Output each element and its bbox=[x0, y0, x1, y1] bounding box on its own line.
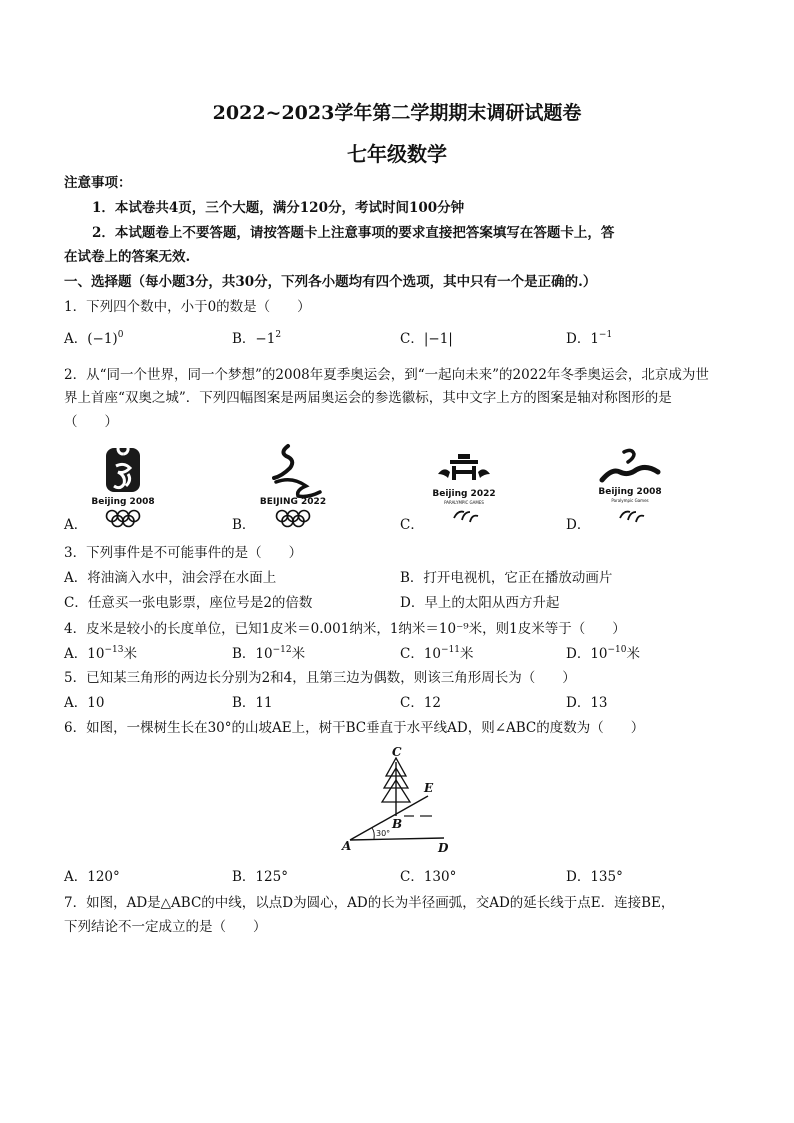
angle-arc bbox=[372, 828, 374, 839]
question-2-option-b: B． bbox=[232, 517, 256, 533]
question-3-option-b: B．打开电视机，它正在播放动画片 bbox=[400, 570, 613, 586]
question-3-option-a: A．将油滴入水中，油会浮在水面上 bbox=[64, 570, 277, 586]
point-b-label: B bbox=[392, 817, 403, 831]
question-1-option-a: A．$(-1)^0$ bbox=[64, 330, 124, 347]
question-1-option-d: D．$1^{-1}$ bbox=[566, 330, 613, 347]
logo-beijing-2008-olympics bbox=[90, 444, 156, 530]
question-1-option-c: C．|−1| bbox=[400, 331, 453, 347]
question-5-option-a: A．10 bbox=[64, 695, 105, 711]
fei-character-glyph bbox=[438, 454, 490, 480]
question-3-stem: 3．下列事件是不可能事件的是（ ） bbox=[64, 545, 303, 561]
question-1-stem: 1．下列四个数中，小于0的数是（ ） bbox=[64, 299, 311, 315]
notes-item-1: 1．本试卷共4页，三个大题，满分120分，考试时间100分钟 bbox=[92, 200, 465, 216]
question-4-option-b: B．$10^{-12}$米 bbox=[232, 645, 306, 662]
agitos-icon bbox=[620, 512, 644, 522]
figure-head-glyph bbox=[624, 450, 634, 462]
angle-label: 30° bbox=[376, 829, 391, 838]
question-5-option-b: B．11 bbox=[232, 695, 273, 711]
point-c-label: C bbox=[392, 745, 402, 759]
logo-c-text: Beijing 2022 bbox=[432, 489, 496, 499]
olympic-rings-icon bbox=[107, 511, 140, 527]
horizontal-line-ad bbox=[350, 838, 444, 840]
logo-a-text: Beijing 2008 bbox=[91, 497, 155, 507]
question-6-option-a: A．120° bbox=[64, 869, 120, 885]
logo-beijing-2022-paralympics bbox=[428, 452, 500, 528]
olympic-rings-icon bbox=[277, 511, 310, 527]
question-4-stem: 4．皮米是较小的长度单位，已知1皮米＝0.001纳米，1纳米＝10⁻⁹米，则1皮米等于（ ） bbox=[64, 621, 626, 637]
question-1-option-b: B．$-1^2$ bbox=[232, 330, 282, 347]
question-2-option-c: C． bbox=[400, 517, 424, 533]
question-4-option-c: C．$10^{-11}$米 bbox=[400, 645, 474, 662]
question-7-stem-line-1: 7．如图，AD是△ABC的中线，以点D为圆心，AD的长为半径画弧，交AD的延长线于点E．连接BE， bbox=[64, 895, 675, 911]
question-3-option-c: C．任意买一张电影票，座位号是2的倍数 bbox=[64, 595, 313, 611]
notes-item-2-line-2: 在试卷上的答案无效. bbox=[64, 249, 191, 265]
notes-heading: 注意事项： bbox=[64, 175, 132, 191]
question-2-option-a: A． bbox=[64, 517, 88, 533]
point-a-label: A bbox=[342, 839, 352, 853]
figure-body-glyph bbox=[602, 467, 658, 480]
question-6-option-b: B．125° bbox=[232, 869, 288, 885]
question-2-stem-line-3: （ ） bbox=[64, 414, 118, 430]
question-2-stem-line-1: 2．从“同一个世界，同一个梦想”的2008年夏季奥运会，到“一起向未来”的2022年冬季奥运会，北京成为世 bbox=[64, 367, 709, 383]
logo-b-text: BEIJING 2022 bbox=[259, 497, 327, 507]
question-5-option-d: D．13 bbox=[566, 695, 608, 711]
section-1-heading: 一、选择题（每小题3分，共30分，下列各小题均有四个选项，其中只有一个是正确的.） bbox=[64, 274, 597, 290]
question-6-stem: 6．如图，一棵树生长在30°的山坡AE上，树干BC垂直于水平线AD，则∠ABC的度数为（ ） bbox=[64, 720, 645, 736]
question-4-option-d: D．$10^{-10}$米 bbox=[566, 645, 641, 662]
question-4-option-a: A．$10^{-13}$米 bbox=[64, 645, 137, 662]
logo-beijing-2022-olympics bbox=[258, 440, 328, 528]
question-3-option-d: D．早上的太阳从西方升起 bbox=[400, 595, 560, 611]
question-2-option-d: D． bbox=[566, 517, 591, 533]
agitos-icon bbox=[454, 512, 478, 522]
logo-c-subtext: PARALYMPIC GAMES bbox=[444, 500, 484, 505]
logo-d-text: Beijing 2008 bbox=[598, 487, 662, 497]
skater-glyph bbox=[274, 446, 292, 478]
question-5-option-c: C．12 bbox=[400, 695, 442, 711]
question-7-stem-line-2: 下列结论不一定成立的是（ ） bbox=[64, 919, 267, 935]
exam-subtitle: 七年级数学 bbox=[347, 142, 447, 166]
question-2-stem-line-2: 界上首座“双奥之城”．下列四幅图案是两届奥运会的参选徽标，其中文字上方的图案是轴对称图形的是 bbox=[64, 390, 672, 406]
logo-d-subtext: Paralympic Games bbox=[611, 498, 649, 503]
logo-beijing-2008-paralympics bbox=[594, 446, 666, 528]
notes-item-2-line-1: 2．本试题卷上不要答题，请按答题卡上注意事项的要求直接把答案填写在答题卡上，答 bbox=[92, 225, 615, 241]
question-6-option-c: C．130° bbox=[400, 869, 457, 885]
point-e-label: E bbox=[424, 781, 434, 795]
question-6-figure bbox=[338, 744, 458, 856]
skier-glyph bbox=[276, 480, 320, 497]
point-d-label: D bbox=[438, 841, 449, 855]
question-6-option-d: D．135° bbox=[566, 869, 623, 885]
exam-title: 2022~2023学年第二学期期末调研试题卷 bbox=[212, 102, 582, 124]
question-5-stem: 5．已知某三角形的两边长分别为2和4，且第三边为偶数，则该三角形周长为（ ） bbox=[64, 670, 576, 686]
